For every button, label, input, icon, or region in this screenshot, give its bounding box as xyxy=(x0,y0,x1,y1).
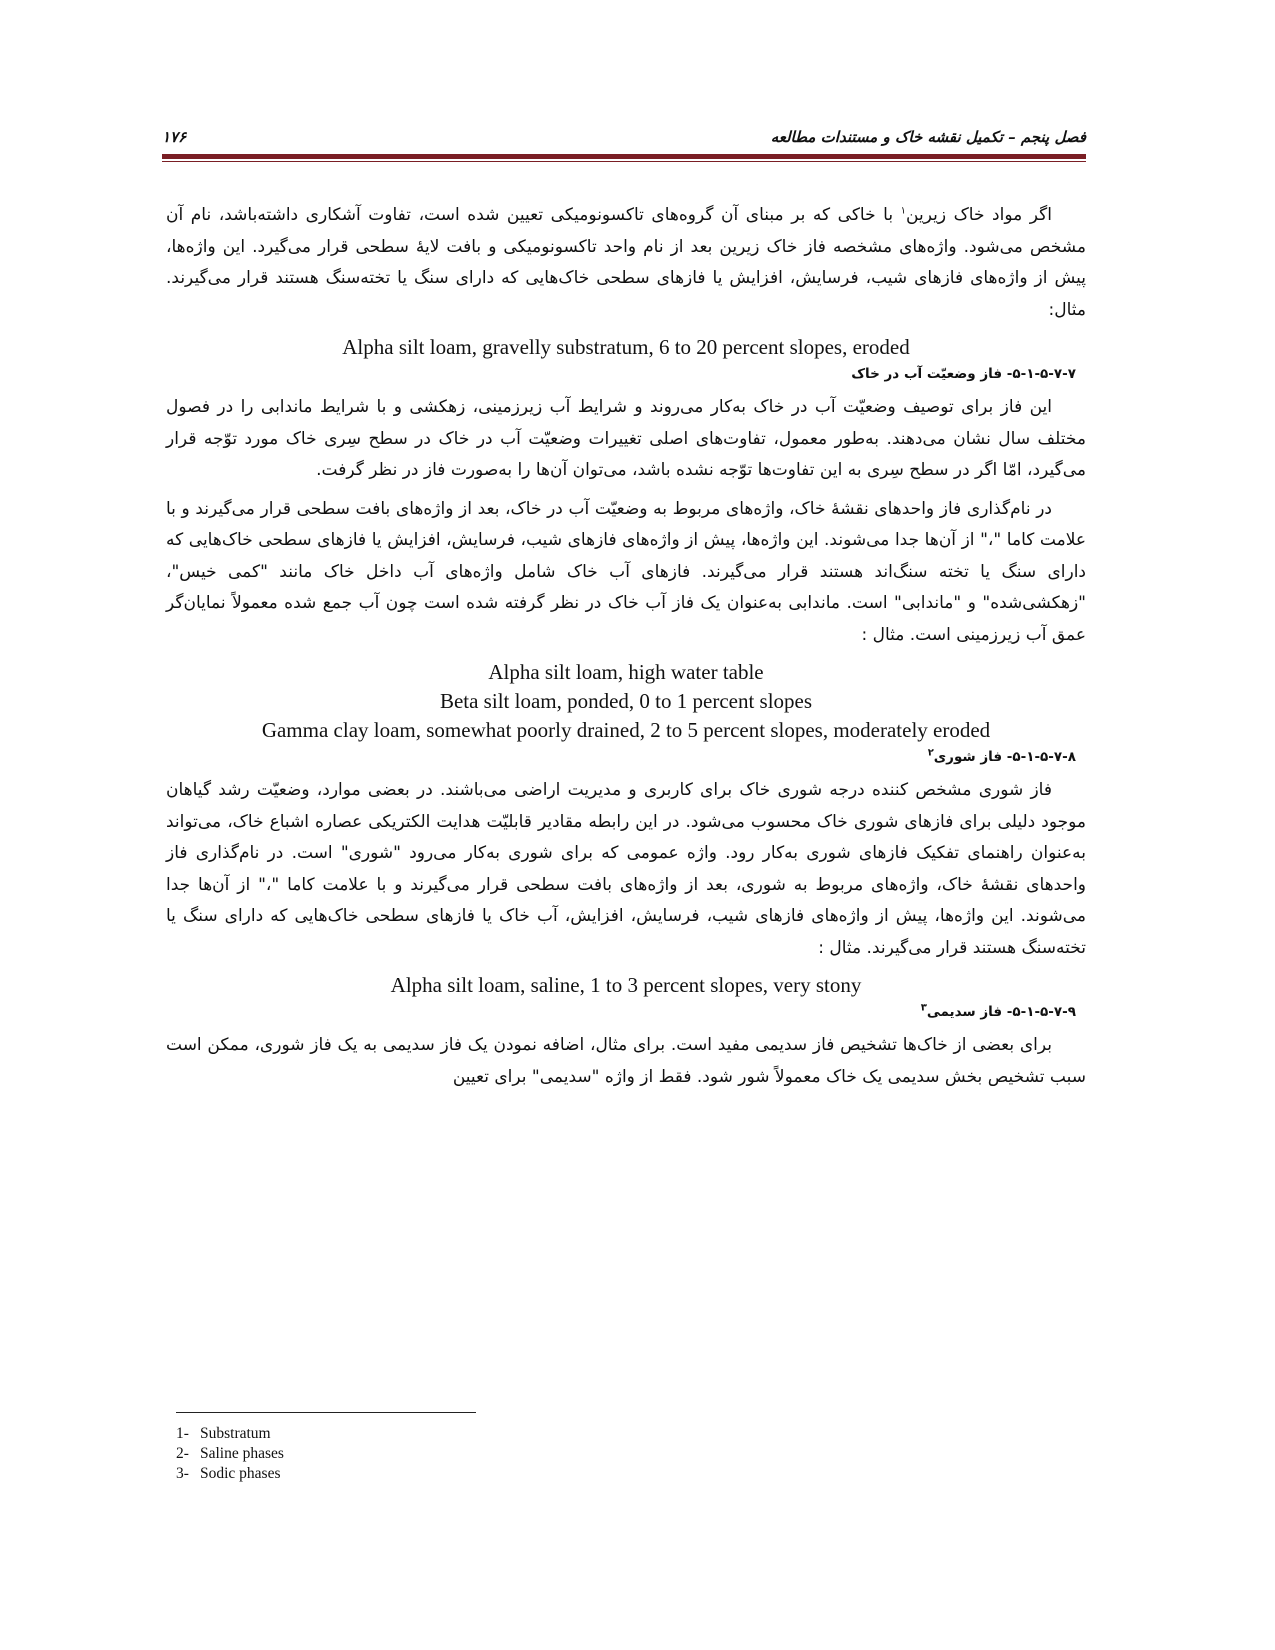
section-heading-sodic xyxy=(166,1000,1086,1024)
header-rule-thick xyxy=(162,154,1086,159)
paragraph-substratum xyxy=(166,200,1086,326)
example-line: Alpha silt loam, gravelly substratum, 6 to 20 percent slopes, eroded xyxy=(342,335,910,359)
paragraph-text: با خاکی که بر مبنای آن گروه‌های تاکسونومیکی تعیین شده است، تفاوت آشکاری داشته‌باشد، نام آن مشخص می‌شود. واژه‌های مشخصه فاز خاک زیرین بعد از نام واحد تاکسونومیکی و بافت لایهٔ سطحی قرار می‌گیرد. این واژه‌ها، پیش از واژه‌های فازهای شیب، فرسایش، افزایش یا فازهای سطحی خاک‌هایی که دارای سنگ یا تخته‌سنگ هستند قرار می‌گیرند. مثال: xyxy=(166,205,1086,320)
footnote-text: Saline phases xyxy=(200,1445,284,1462)
paragraph-sodic: برای بعضی از خاک‌ها تشخیص فاز سدیمی مفید است. برای مثال، اضافه نمودن یک فاز سدیمی به یک فاز شوری، ممکن است سبب تشخیص بخش سدیمی یک خاک معمولاً شور شود. فقط از واژه "سدیمی" برای تعیین xyxy=(166,1035,1086,1087)
body-text xyxy=(166,200,1086,1100)
footnote-ref: ۱ xyxy=(900,205,907,217)
paragraph-water-naming: در نام‌گذاری فاز واحدهای نقشهٔ خاک، واژه‌های مربوط به وضعیّت آب در خاک، بعد از واژه‌های بافت سطحی قرار می‌گیرند و با علامت کاما "،" از آن‌ها جدا می‌شوند. این واژه‌ها، پیش از واژه‌های فازهای شیب، فرسایش، افزایش یا فازهای سطحی خاک‌هایی که دارای سنگ یا تخته سنگ‌اند هستند قرار می‌گیرند. فازهای آب خاک شامل واژه‌های آب داخل خاک مانند "کمی خیس"، "زهکشی‌شده" و "ماندابی" است. ماندابی به‌عنوان یک فاز آب خاک در نظر گرفته شده است چون آب جمع شده معمولاً نمایان‌گر عمق آب زیرزمینی است. مثال : xyxy=(166,498,1086,645)
example-line: Gamma clay loam, somewhat poorly drained, 2 to 5 percent slopes, moderately eroded xyxy=(261,718,991,742)
heading-text: ۵-۱-۵-۷-۷- فاز وضعیّت آب در خاک xyxy=(851,366,1076,382)
page-header xyxy=(162,120,1086,150)
footnote-text: Sodic phases xyxy=(200,1465,281,1482)
example-line: Alpha silt loam, saline, 1 to 3 percent slopes, very stony xyxy=(390,973,862,997)
footnote-item xyxy=(176,1464,676,1484)
section-heading-water xyxy=(166,362,1086,386)
footnote-text: Substratum xyxy=(200,1425,271,1442)
heading-text: ۵-۱-۵-۷-۹- فاز سدیمی xyxy=(926,1004,1076,1020)
page-number: ۱۷۶ xyxy=(162,128,187,146)
paragraph-water-state: این فاز برای توصیف وضعیّت آب در خاک به‌کار می‌روند و شرایط آب زیرزمینی، زهکشی و با شرایط ماندابی را در فصول مختلف سال نشان می‌دهند. به‌طور معمول، تفاوت‌های اصلی تغییرات وضعیّت آب در خاک در سطح سِری خاک مورد توّجه قرار می‌گیرد، امّا اگر در سطح سِری به این تفاوت‌ها توّجه نشده باشد، می‌توان آن‌ها را به‌صورت فاز در نظر گرفت. xyxy=(166,397,1086,480)
footnote-ref: ۲ xyxy=(927,747,934,759)
footnote-item xyxy=(176,1444,676,1464)
footnotes xyxy=(176,1424,676,1484)
paragraph-salinity: فاز شوری مشخص کننده درجه شوری خاک برای کاربری و مدیریت اراضی می‌باشند. در بعضی موارد، وضعیّت رشد گیاهان موجود دلیلی برای فازهای شوری خاک محسوب می‌شود. در این رابطه مقادیر قابلیّت هدایت الکتریکی عصاره اشباع خاک، می‌تواند به‌عنوان راهنمای تفکیک فازهای شوری به‌کار رود. واژه عمومی که برای شوری به‌کار می‌رود "شوری" است. در نام‌گذاری فاز واحدهای نقشهٔ خاک، واژه‌های مربوط به شوری، بعد از واژه‌های بافت سطحی قرار می‌گیرند و با علامت کاما "،" از آن‌ها جدا می‌شوند. این واژه‌ها، پیش از واژه‌های فازهای شیب، فرسایش، افزایش، آب خاک یا فازهای سطحی خاک‌هایی که دارای سنگ یا تخته‌سنگ هستند قرار می‌گیرند. مثال : xyxy=(166,780,1086,958)
paragraph-text: اگر مواد خاک زیرین xyxy=(906,205,1052,225)
heading-text: ۵-۱-۵-۷-۸- فاز شوری xyxy=(933,749,1076,765)
chapter-title: فصل پنجم – تکمیل نقشه خاک و مستندات مطالعه xyxy=(770,128,1086,146)
example-line: Alpha silt loam, high water table xyxy=(488,660,764,684)
example-line: Beta silt loam, ponded, 0 to 1 percent slopes xyxy=(439,689,813,713)
footnote-separator xyxy=(176,1412,476,1413)
footnote-number: 3- xyxy=(176,1465,189,1482)
footnote-item xyxy=(176,1424,676,1444)
header-rule-thin xyxy=(162,161,1086,162)
footnote-number: 2- xyxy=(176,1445,189,1462)
section-heading-salinity xyxy=(166,745,1086,769)
footnote-number: 1- xyxy=(176,1425,189,1442)
footnote-ref: ۳ xyxy=(920,1002,927,1014)
